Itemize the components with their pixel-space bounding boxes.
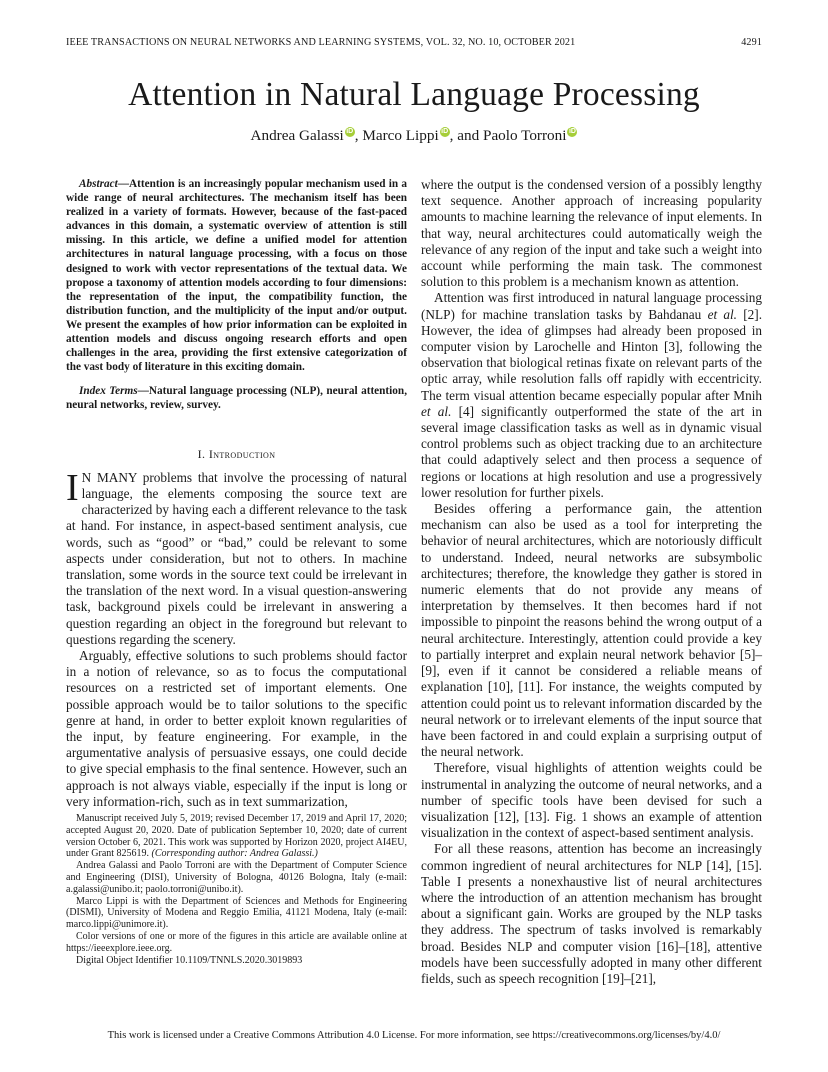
footnote: Marco Lippi is with the Department of Sciences and Methods for Engineering (DISMI), University of Modena and Reggio Emilia, 41121 Modena, Italy (e-mail: marco.lippi@unimore.it).	[66, 895, 407, 931]
body-paragraph: Besides offering a performance gain, the attention mechanism can also be used as a tool for interpreting the behavior of neural architectures, which are notoriously difficult to understand. Indeed, neural networks are subsymbolic architectures; therefore, the knowledge they gather is stored in numeric elements that do not provide any means of interpretation by themselves. It then becomes hard if not impossible to pinpoint the reasons behind the wrong output of a neural architecture. Interestingly, attention could provide a key to partially interpret and explain neural network behavior [5]–[9], even if it cannot be considered a reliable means of explanation [10], [11]. For instance, the weights computed by attention could point us to relevant information discarded by the neural network or to irrelevant elements of the input source that have been factored in and could explain a surprising output of the neural network.	[421, 501, 762, 760]
author-list	[0, 127, 828, 145]
orcid-icon[interactable]: iD	[441, 128, 449, 135]
body-paragraph: Attention was first introduced in natural language processing (NLP) for machine translation tasks by Bahdanau et al. [2]. However, the idea of glimpses had already been proposed in computer vision by Larochelle and Hinton [3], following the observation that biological retinas fixate on relevant parts of the optic array, while resolution falls off rapidly with eccentricity. The term visual attention became especially popular after Mnih et al. [4] significantly outperformed the state of the art in several image classification tasks as well as in dynamic visual control problems such as object tracking due to an architecture that could adaptively select and then process a sequence of regions or locations at high resolution and use a progressively lower resolution for further pixels.	[421, 290, 763, 500]
footnote: Color versions of one or more of the figures in this article are available online at https://ieeexplore.ieee.org.	[66, 930, 407, 954]
orcid-icon[interactable]: iD	[346, 128, 354, 135]
section-heading	[66, 446, 407, 462]
footnote: Manuscript received July 5, 2019; revised December 17, 2019 and April 17, 2020; accepted August 20, 2020. Date of publication September 10, 2020; date of current version October 6, 2021. This work was supported by Horizon 2020, project AI4EU, under Grant 825619. (Corresponding author: Andrea Galassi.)	[66, 813, 407, 860]
abstract-label: Abstract	[79, 178, 118, 190]
body-paragraph: Therefore, visual highlights of attention weights could be instrumental in analyzing the outcome of neural networks, and a number of specific tools have been devised for such a visualization [12], [13]. Fig. 1 shows an example of attention visualization in the context of aspect-based sentiment analysis.	[421, 760, 762, 841]
index-terms-label: Index Terms	[79, 385, 138, 398]
intro-paragraph: I N MANY problems that involve the processing of natural language, the elements composing the source text are characterized by having each a different relevance to the task at hand. For instance, in aspect-based sentiment analysis, cue words, such as “good” or “bad,” could be relevant to some aspects under consideration, but not to others. In machine translation, some words in the source text could be irrelevant in the translation of the next word. In a visual question-answering task, background pixels could be irrelevant in answering a question regarding an object in the foreground but relevant to questions regarding the scenery.	[66, 466, 407, 647]
left-column	[66, 177, 407, 810]
index-terms: Index Terms—Natural language processing (NLP), neural attention, neural networks, review, survey.	[66, 385, 408, 412]
paper-title: Attention in Natural Language Processing	[128, 76, 700, 113]
body-paragraph: For all these reasons, attention has become an increasingly common ingredient of neural architectures for NLP [14], [15]. Table I presents a nonexhaustive list of neural architectures where the introduction of an attention mechanism has brought about a significant gain. Works are grouped by the NLP tasks they address. The spectrum of tasks involved is remarkably broad. Besides NLP and computer vision [16]–[18], attentive models have been successfully adopted in many other different fields, such as speech recognition [19]–[21],	[421, 841, 762, 986]
author-name: , Marco Lippi	[354, 127, 439, 144]
abstract: Abstract—Attention is an increasingly popular mechanism used in a wide range of neural architectures. The mechanism itself has been realized in a variety of formats. However, because of the fast-paced advances in this domain, a systematic overview of attention is still missing. In this article, we define a unified model for attention architectures in natural language processing, with a focus on those designed to work with vector representations of the textual data. We propose a taxonomy of attention models according to four dimensions: the representation of the input, the compatibility function, the distribution function, and the multiplicity of the input and/or output. We present the examples of how prior information can be exploited in attention models and discuss ongoing research efforts and open challenges in the area, providing the first extensive categorization of the vast body of literature in this exciting domain.	[66, 178, 407, 374]
body-paragraph: where the output is the condensed version of a possibly lengthy text sequence. Another approach of increasing popularity amounts to machine learning the relevance of input elements. In that way, neural architectures could automatically weigh the relevance of any region of the input and take such a weight into account while performing the main task. The commonest solution to this problem is a mechanism known as attention.	[421, 177, 762, 290]
section-title: Introduction	[208, 446, 276, 461]
footnote: Andrea Galassi and Paolo Torroni are with the Department of Computer Science and Engineering (DISI), University of Bologna, 40126 Bologna, Italy (e-mail: a.galassi@unibo.it; paolo.torroni@unibo.it).	[66, 860, 407, 895]
journal-name: IEEE TRANSACTIONS ON NEURAL NETWORKS AND LEARNING SYSTEMS, VOL. 32, NO. 10, OCTOBER 2021	[66, 37, 576, 48]
author-name: , and Paolo Torroni	[449, 127, 567, 144]
intro-paragraph: Arguably, effective solutions to such problems should factor in a notion of relevance, so as to focus the computational resources on a restricted set of important elements. One possible approach would be to tailor solutions to the specific genre at hand, in order to better exploit known regularities of the input, by feature engineering. For example, in the argumentative analysis of persuasive essays, one could decide to give special emphasis to the final sentence. However, such an approach is not always viable, especially if the input is long or very information-rich, such as in text summarization,	[66, 647, 407, 809]
running-header	[66, 37, 762, 48]
abstract-text: Attention is an increasingly popular mechanism used in a wide range of neural architectures. The mechanism itself has been realized in a variety of formats. However, because of the fast-paced advances in this domain, a systematic overview of attention is still missing. In this article, we define a unified model for attention architectures in natural language processing, with a focus on those designed to work with vector representations of the textual data. We propose a taxonomy of attention models according to four dimensions: the representation of the input, the compatibility function, the distribution function, and the multiplicity of the input and/or output. We present the examples of how prior information can be exploited in attention models and discuss ongoing research efforts and open challenges in the area, providing the first extensive categorization of the vast body of literature in this exciting domain.	[66, 178, 407, 374]
right-column	[421, 177, 762, 987]
page-number: 4291	[741, 37, 762, 48]
footnotes	[66, 813, 407, 966]
index-terms-text: Natural language processing (NLP), neural attention, neural networks, review, survey.	[66, 385, 408, 412]
footnote: Digital Object Identifier 10.1109/TNNLS.2020.3019893	[76, 954, 303, 966]
section-number: I.	[197, 446, 206, 461]
license-notice: This work is licensed under a Creative Commons Attribution 4.0 License. For more information, see https://creativecommons.org/licenses/by/4.0/	[107, 1030, 721, 1041]
author-name: Andrea Galassi	[250, 127, 344, 144]
drop-cap: I	[66, 466, 79, 509]
orcid-icon[interactable]: iD	[568, 128, 576, 135]
